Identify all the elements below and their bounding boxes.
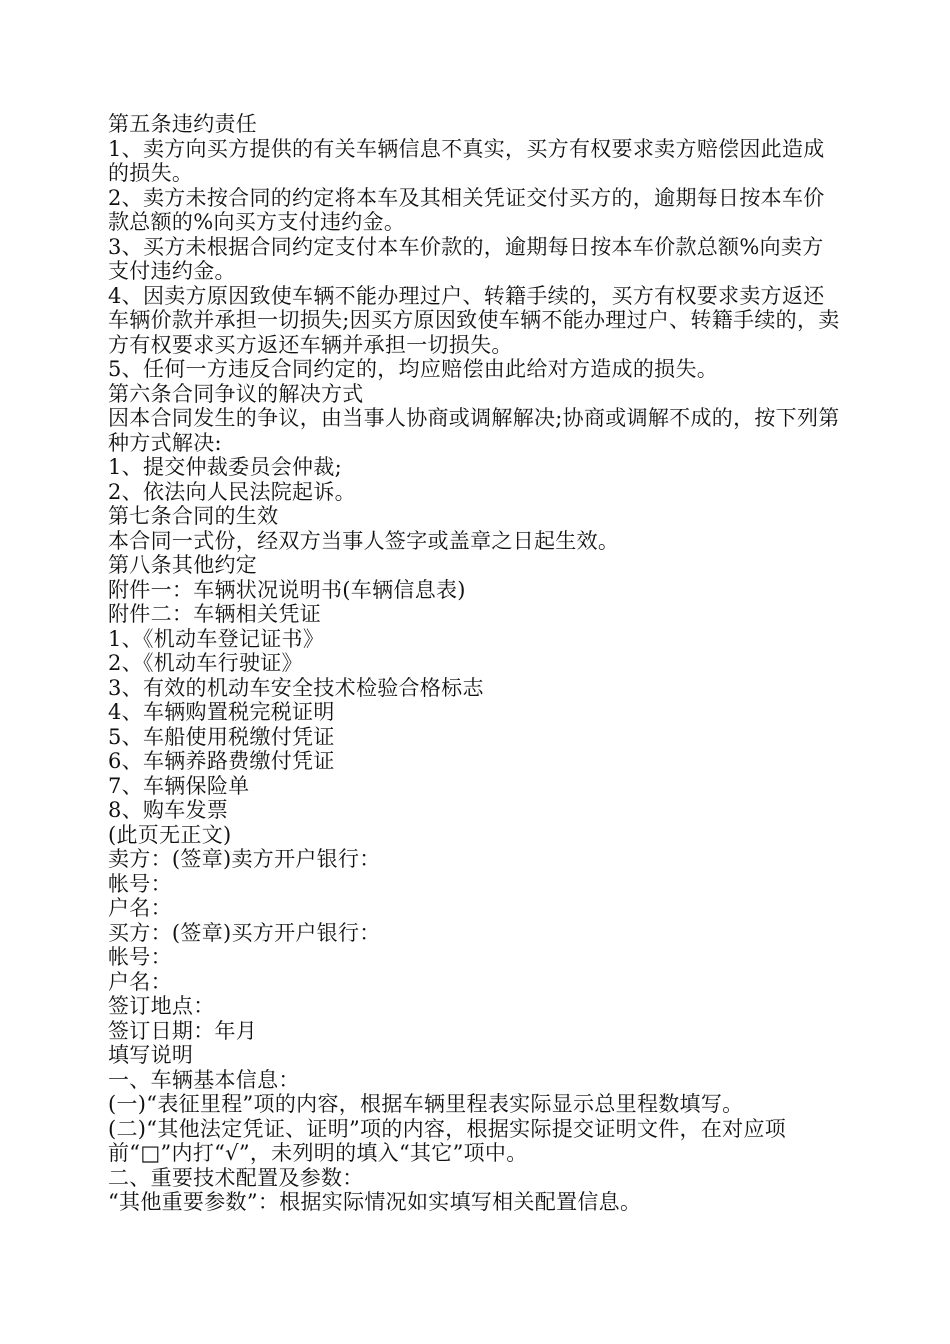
paragraph: 5、任何一方违反合同约定的，均应赔偿由此给对方造成的损失。: [108, 357, 719, 381]
paragraph: “其他重要参数”：根据实际情况如实填写相关配置信息。: [108, 1190, 642, 1214]
attachment-line: 附件二：车辆相关凭证: [108, 602, 321, 626]
list-item: 8、购车发票: [108, 798, 229, 822]
buyer-signature-line: 买方：(签章)买方开户银行：: [108, 920, 381, 945]
list-item: 2、《机动车行驶证》: [108, 651, 303, 675]
paragraph: 因本合同发生的争议，由当事人协商或调解解决;协商或调解不成的，按下列第种方式解决:: [108, 406, 840, 455]
section-heading-effectiveness: 第七条合同的生效: [108, 504, 279, 528]
signing-date-line: 签订日期：年月: [108, 1018, 258, 1043]
list-item: 4、车辆购置税完税证明: [108, 700, 335, 724]
signing-place-line: 签订地点：: [108, 994, 215, 1018]
list-item: 3、有效的机动车安全技术检验合格标志: [108, 675, 484, 700]
list-item: 1、提交仲裁委员会仲裁;: [108, 455, 343, 479]
section-heading-breach-liability: 第五条违约责任: [108, 112, 258, 136]
paragraph: (二)“其他法定凭证、证明”项的内容，根据实际提交证明文件，在对应项前“□”内打“√”，未列明的填入“其它”项中。: [108, 1116, 787, 1165]
list-item: 2、依法向人民法院起诉。: [108, 479, 356, 504]
list-item: 6、车辆养路费缴付凭证: [108, 749, 335, 773]
section-heading-other-agreements: 第八条其他约定: [108, 553, 258, 577]
note-line: (此页无正文): [108, 822, 232, 847]
attachment-line: 附件一：车辆状况说明书(车辆信息表): [108, 577, 466, 602]
paragraph: 2、卖方未按合同的约定将本车及其相关凭证交付买方的，逾期每日按本车价款总额的%向买方支付违约金。: [108, 185, 825, 234]
subheading: 一、车辆基本信息：: [108, 1067, 300, 1092]
list-item: 5、车船使用税缴付凭证: [108, 724, 335, 749]
seller-account-line: 帐号：: [108, 871, 172, 896]
section-heading-dispute-resolution: 第六条合同争议的解决方式: [108, 381, 364, 406]
seller-signature-line: 卖方：(签章)卖方开户银行：: [108, 847, 381, 871]
document-body: [108, 112, 843, 1215]
list-item: 7、车辆保险单: [108, 773, 250, 798]
buyer-account-line: 帐号：: [108, 945, 172, 969]
paragraph: 3、买方未根据合同约定支付本车价款的，逾期每日按本车价款总额%向卖方支付违约金。: [108, 234, 824, 283]
list-item: 1、《机动车登记证书》: [108, 626, 325, 651]
seller-name-line: 户名：: [108, 896, 172, 920]
paragraph: (一)“表征里程”项的内容，根据车辆里程表实际显示总里程数填写。: [108, 1092, 744, 1116]
buyer-name-line: 户名：: [108, 969, 172, 994]
paragraph: 本合同一式份，经双方当事人签字或盖章之日起生效。: [108, 528, 620, 553]
paragraph: 1、卖方向买方提供的有关车辆信息不真实，买方有权要求卖方赔偿因此造成的损失。: [108, 136, 825, 185]
subheading: 二、重要技术配置及参数：: [108, 1165, 364, 1190]
paragraph: 4、因卖方原因致使车辆不能办理过户、转籍手续的，买方有权要求卖方返还车辆价款并承担一切损失;因买方原因致使车辆不能办理过户、转籍手续的，卖方有权要求买方返还车辆并承担一切损失。: [108, 283, 840, 357]
section-heading-instructions: 填写说明: [108, 1043, 194, 1067]
